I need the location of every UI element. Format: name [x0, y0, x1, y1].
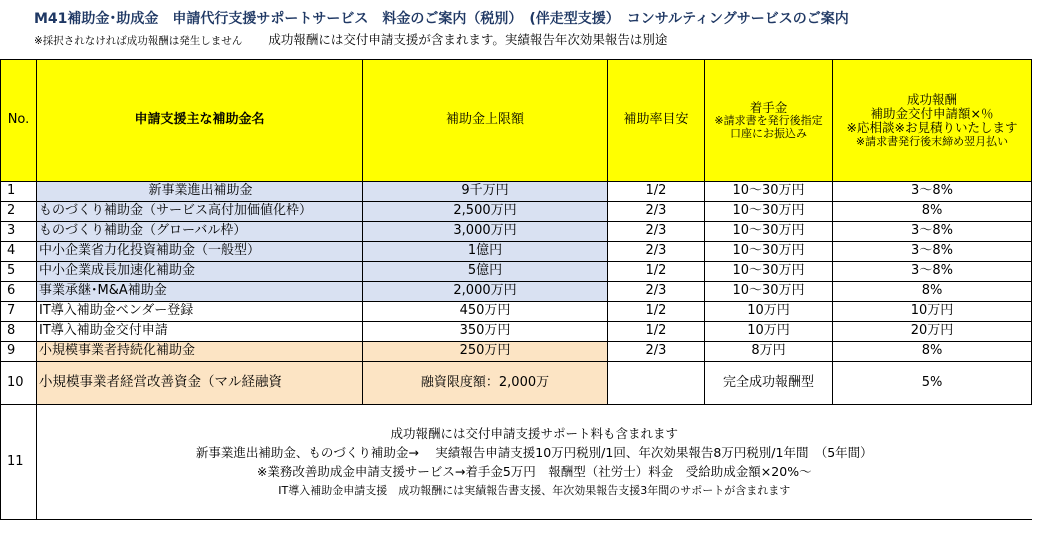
row-success: 3～8%: [833, 222, 1032, 242]
header-limit: 補助金上限額: [363, 60, 608, 182]
row-fee: 10万円: [705, 322, 833, 342]
row-limit: 250万円: [363, 342, 608, 362]
row-name: 小規模事業者経営改善資金（マル経融資: [37, 362, 363, 405]
row-limit: 1億円: [363, 242, 608, 262]
header-fee-title: 着手金: [749, 99, 788, 115]
notes-line: ※業務改善助成金申請支援サービス→着手金5万円 報酬型（社労士）料金 受給助成金額×20%～: [256, 464, 812, 479]
page-title: M41補助金･助成金 申請代行支援サポートサービス 料金のご案内（税別） (伴走型支援） コンサルティングサービスのご案内: [34, 11, 849, 27]
table-row: [1, 202, 1032, 222]
row-fee: 8万円: [705, 342, 833, 362]
row-rate: 2/3: [608, 242, 705, 262]
row-rate: 1/2: [608, 322, 705, 342]
row-name: ものづくり補助金（グローバル枠）: [37, 222, 363, 242]
table-row: [1, 262, 1032, 282]
row-limit: 450万円: [363, 302, 608, 322]
row-fee: 10～30万円: [705, 222, 833, 242]
notes-line: IT導入補助金申請支援 成功報酬には実績報告書支援、年次効果報告支援3年間のサポートが含まれます: [278, 484, 791, 497]
row-success: 8%: [833, 282, 1032, 302]
header-name: 申請支援主な補助金名: [37, 60, 363, 182]
row-rate: 1/2: [608, 182, 705, 202]
table-row: [1, 242, 1032, 262]
no-fee-note: ※採択されなければ成功報酬は発生しません: [34, 35, 243, 47]
row-limit: 2,500万円: [363, 202, 608, 222]
header-success-line3: ※応相談※お見積りいたします: [846, 120, 1018, 136]
row-fee: 10～30万円: [705, 202, 833, 222]
table-row: [1, 282, 1032, 302]
table-row: [1, 302, 1032, 322]
row-no: 10: [1, 362, 37, 405]
table-row: [1, 342, 1032, 362]
row-name: 小規模事業者持続化補助金: [37, 342, 363, 362]
row-name: 新事業進出補助金: [37, 182, 363, 202]
header-success: [833, 60, 1032, 182]
row-rate: [608, 362, 705, 405]
fee-table: [0, 59, 1032, 520]
row-limit: 9千万円: [363, 182, 608, 202]
row-name: IT導入補助金交付申請: [37, 322, 363, 342]
row-name: 事業承継･M&A補助金: [37, 282, 363, 302]
row-name: ものづくり補助金（サービス高付加価値化枠）: [37, 202, 363, 222]
table-row: [1, 322, 1032, 342]
header-fee-note1: ※請求書を発行後指定: [714, 114, 823, 128]
row-rate: 2/3: [608, 202, 705, 222]
row-fee: 10～30万円: [705, 282, 833, 302]
row-limit: 3,000万円: [363, 222, 608, 242]
row-rate: 1/2: [608, 262, 705, 282]
table-row: [1, 362, 1032, 405]
row-limit: 融資限度額：2,000万: [363, 362, 608, 405]
row-success: 8%: [833, 342, 1032, 362]
header-success-line4: ※請求書発行後末締め翌月払い: [855, 134, 1009, 148]
row-rate: 2/3: [608, 342, 705, 362]
header-rate: 補助率目安: [608, 60, 705, 182]
row-no: 4: [1, 242, 37, 262]
row-no: 11: [1, 405, 37, 520]
header-fee-note2: 口座にお振込み: [730, 126, 807, 140]
row-rate: 2/3: [608, 282, 705, 302]
row-limit: 5億円: [363, 262, 608, 282]
row-success: 5%: [833, 362, 1032, 405]
table-row: [1, 182, 1032, 202]
header-fee: [705, 60, 833, 182]
table-header-row: [1, 60, 1032, 182]
header-no: No.: [1, 60, 37, 182]
notes-row: [1, 405, 1032, 520]
row-no: 7: [1, 302, 37, 322]
row-limit: 350万円: [363, 322, 608, 342]
row-no: 8: [1, 322, 37, 342]
row-name: IT導入補助金ベンダー登録: [37, 302, 363, 322]
row-fee: 完全成功報酬型: [705, 362, 833, 405]
notes-line: 成功報酬には交付申請支援サポート料も含まれます: [390, 426, 678, 441]
row-success: 3～8%: [833, 262, 1032, 282]
subtitle-text: 成功報酬には交付申請支援が含まれます。実績報告年次効果報告は別途: [268, 32, 668, 47]
notes-line: 新事業進出補助金、ものづくり補助金→ 実績報告申請支援10万円税別/1回、年次効果報告8万円税別/1年間 （5年間）: [195, 445, 873, 460]
row-fee: 10万円: [705, 302, 833, 322]
row-rate: 1/2: [608, 302, 705, 322]
row-no: 5: [1, 262, 37, 282]
row-success: 8%: [833, 202, 1032, 222]
header-success-title: 成功報酬: [906, 91, 957, 107]
row-fee: 10～30万円: [705, 262, 833, 282]
row-success: 20万円: [833, 322, 1032, 342]
row-no: 1: [1, 182, 37, 202]
notes-cell: [37, 405, 1032, 520]
table-row: [1, 222, 1032, 242]
row-fee: 10～30万円: [705, 182, 833, 202]
row-no: 9: [1, 342, 37, 362]
row-fee: 10～30万円: [705, 242, 833, 262]
row-name: 中小企業成長加速化補助金: [37, 262, 363, 282]
row-limit: 2,000万円: [363, 282, 608, 302]
row-success: 10万円: [833, 302, 1032, 322]
row-no: 3: [1, 222, 37, 242]
row-name: 中小企業省力化投資補助金（一般型）: [37, 242, 363, 262]
row-success: 3～8%: [833, 182, 1032, 202]
row-success: 3～8%: [833, 242, 1032, 262]
row-no: 2: [1, 202, 37, 222]
row-rate: 2/3: [608, 222, 705, 242]
page-subtitle: [34, 30, 1034, 48]
row-no: 6: [1, 282, 37, 302]
header-success-line2: 補助金交付申請額×％: [870, 105, 994, 121]
